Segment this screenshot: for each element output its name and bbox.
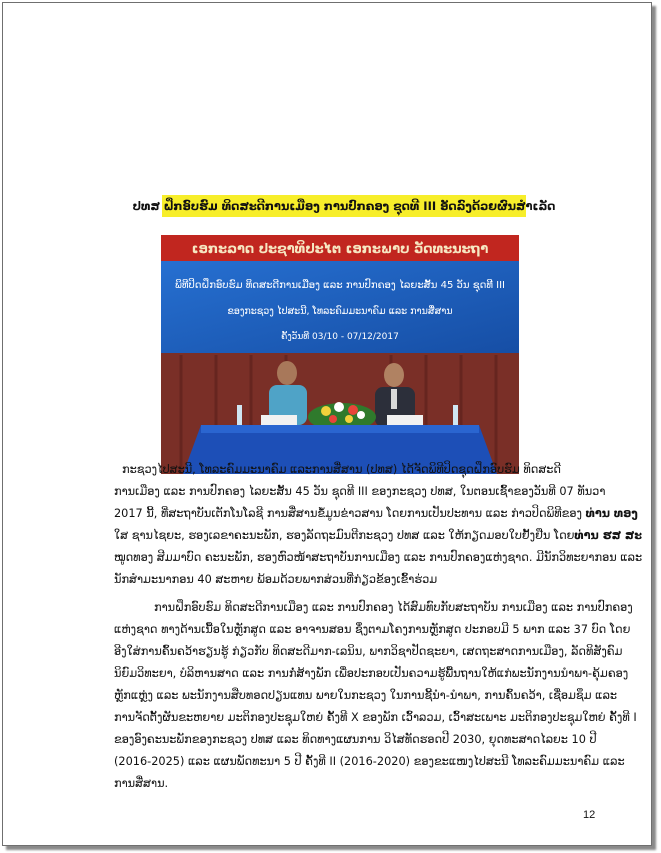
page-number: 12	[583, 809, 596, 821]
headline-title: ປທສ ຝຶກອົບຮົມ ທິດສະດີການເມືອງ ການປົກຄອງ ຊຸດທີ III ອັດລົງດ້ວຍຜົນສຳເລັດ	[132, 199, 556, 213]
paragraph-1-line-6: ນັກສຳມະນາກອນ 40 ສະຫາຍ ພ້ອມດ້ວຍພາກສ່ວນທີ່ກ່ຽວຂ້ອງເຂົ້າຮ່ວມ	[114, 573, 438, 586]
ceremony-photo	[161, 235, 519, 474]
banner-line-3: ຄັ້ງວັນທີ 03/10 - 07/12/2017	[281, 332, 399, 342]
banner-line-1: ພິທີປິດຝຶກອົບຮົມ ທິດສະດີການເມືອງ ແລະ ການປົກຄອງ ໄລຍະສັ້ນ 45 ວັນ ຊຸດທີ III	[175, 280, 504, 291]
paragraph-2-line-9: ການສື່ສານ.	[114, 777, 169, 790]
bold-name-1: ທ່ານ ທອງ	[585, 507, 638, 520]
ceremony-photo-illustration	[161, 235, 519, 474]
paragraph-1	[114, 459, 643, 591]
paragraph-2-line-4: ນິຍົມວິທະຍາ, ບໍລິຫານສາດ ແລະ ການກໍ່ສ້າງພັກ ເພື່ອປະກອບເປັນຄວາມຮູ້ພື້ນຖານໃຫ້ແກ່ພະນັກງານນຳພາ-ຄຸ້ມຄອງ	[114, 667, 629, 680]
banner-line-2: ຂອງກະຊວງ ໄປສະນີ, ໂທລະຄົມມະນາຄົມ ແລະ ການສື່ສານ	[227, 306, 453, 317]
headline-highlight	[132, 195, 556, 217]
paragraph-2-line-5: ຫຼັກແຫຼ່ງ ແລະ ພະນັກງານສືບທອດປຽນແທນ ພາຍໃນກະຊວງ ໃນການຊີ້ນຳ-ນຳພາ, ການຄົ້ນຄວ້າ, ເຊື່ອມຊຶມ ແລະ	[114, 689, 618, 702]
paragraph-2-line-6: ການຈັດຕັ້ງຜັນຂະຫຍາຍ ມະຕິກອງປະຊຸມໃຫຍ່ ຄັ້ງທີ X ຂອງພັກ ເວົ້າລວມ, ເວົ້າສະເພາະ ມະຕິກອງປະຊຸມໃຫຍ່ ຄັ້ງທີ I	[114, 711, 637, 724]
document-page	[2, 2, 652, 846]
paragraph-1-line-3-wrap	[114, 503, 638, 525]
paragraph-2-line-2: ແຫ່ງຊາດ ທາງດ້ານເນື້ອໃນຫຼັກສູດ ແລະ ອາຈານສອນ ຊຶ່ງຕາມໂຄງການຫຼັກສູດ ປະກອບມີ 5 ພາກ ແລະ 37 ບົດ ໂດຍ	[114, 623, 631, 636]
paragraph-1-line-4-wrap	[114, 525, 642, 547]
paragraph-1-line-4: ໃສ ຊານໄຊຍະ, ຮອງເລຂາຄະນະພັກ, ຮອງລັດຖະມົນຕີກະຊວງ ປທສ ແລະ ໃຫ້ກຽດມອບໃບຢັ້ງຢືນ ໂດຍ	[114, 529, 575, 542]
paragraph-2-line-7: ຂອງອົງຄະນະພັກຂອງກະຊວງ ປທສ ແລະ ທິດທາງແຜນການ ວິໄສທັດຮອດປີ 2030, ຍຸດທະສາດໄລຍະ 10 ປີ	[114, 733, 597, 746]
paragraph-1-line-1: ກະຊວງໄປສະນີ, ໂທລະຄົມມະນາຄົມ ແລະການສື່ສານ (ປທສ) ໄດ້ຈັດພິທີປິດຊຸດຝຶກອົບຮົມ ທິດສະດີ	[122, 463, 561, 476]
paragraph-2-line-1: ການຝຶກອົບຮົມ ທິດສະດີການເມືອງ ແລະ ການປົກຄອງ ໄດ້ສົມທົບກັບສະຖາບັນ ການເມືອງ ແລະ ການປົກຄອງ	[154, 601, 633, 614]
bold-name-2: ທ່ານ ຮສ ສະ	[574, 529, 642, 542]
banner-top-text: ເອກະລາດ ປະຊາທິປະໄຕ ເອກະພາບ ວັດທະນະຖາ	[191, 242, 489, 257]
paragraph-1-line-5: ໝູດທອງ ສີມມາບົດ ຄະນະພັກ, ຮອງຫົວໜ້າສະຖາບັນການເມືອງ ແລະ ການປົກຄອງແຫ່ງຊາດ. ມີນັກວິທະຍາກອນ ແລະ	[114, 551, 643, 564]
paragraph-1-line-3: 2017 ນີ້, ທີ່ສະຖາບັນເຕັກໂນໂລຊີ ການສື່ສານຂໍ້ມູນຂ່າວສານ ໂດຍການເປັນປະທານ ແລະ ກ່າວປິດພິທີຂອງ	[114, 507, 583, 520]
paragraph-2-line-8: (2016-2025) ແລະ ແຜນພັດທະນາ 5 ປີ ຄັ້ງທີ II (2016-2020) ຂອງຂະແໜງໄປສະນີ ໂທລະຄົມມະນາຄົມ ແລະ	[114, 755, 625, 768]
paragraph-1-line-2: ການເມືອງ ແລະ ການປົກຄອງ ໄລຍະສັ້ນ 45 ວັນ ຊຸດທີ III ຂອງກະຊວງ ປທສ, ໃນຕອນເຊົ້າຂອງວັນທີ 07 ທັນວາ	[114, 485, 606, 498]
paragraph-2-line-3: ອີງໃສ່ການຄົ້ນຄວ້າຮຽນຮູ້ ກ່ຽວກັບ ທິດສະດີມາກ-ເລນິນ, ພາກວິຊາປັດຊະຍາ, ເສດຖະສາດການເມືອງ, ລັດທິສັງຄົມ	[114, 645, 623, 658]
paragraph-2	[114, 597, 637, 795]
